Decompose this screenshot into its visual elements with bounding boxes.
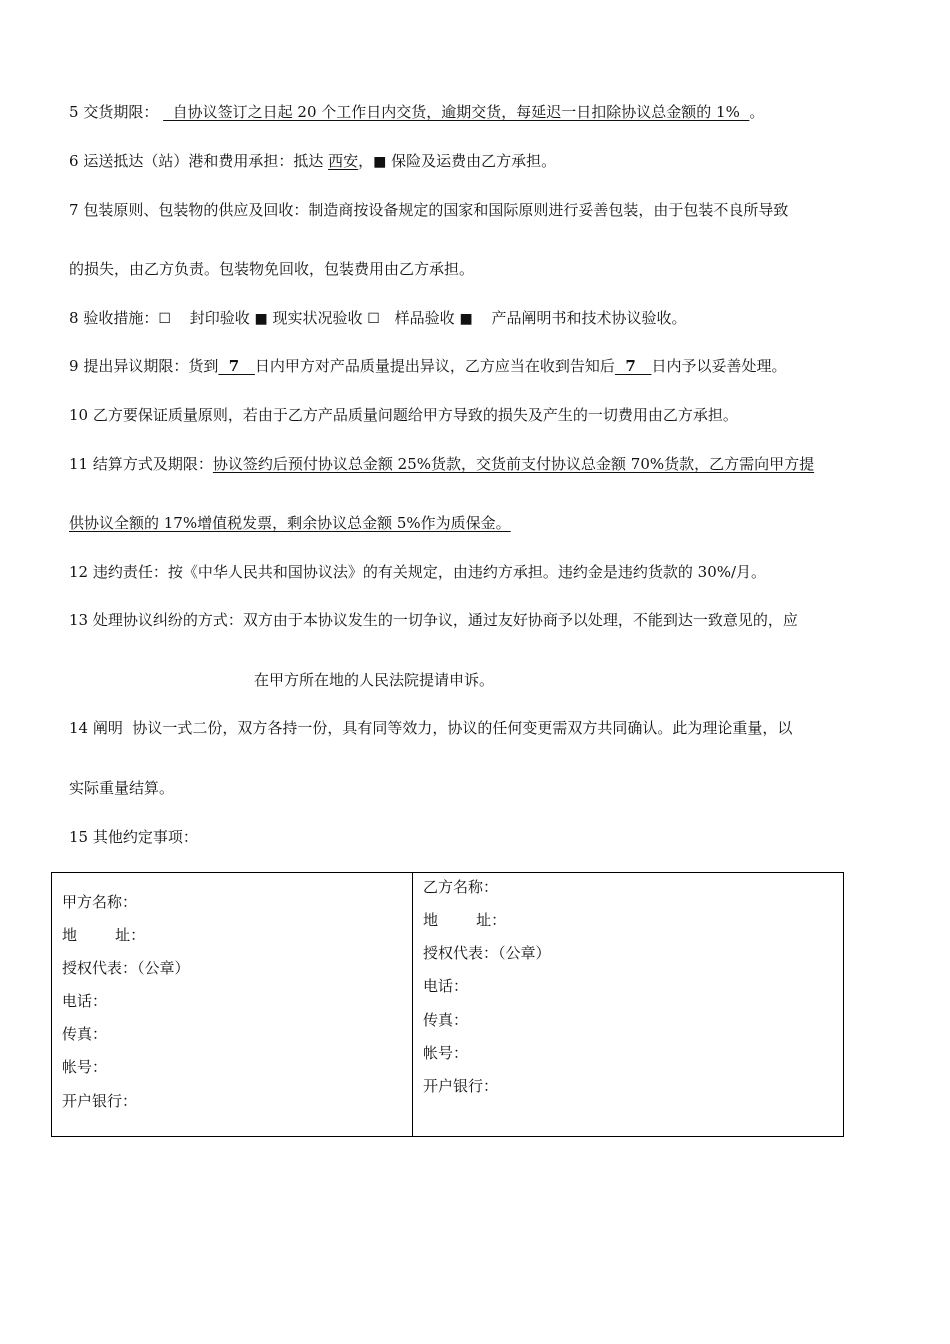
clause-number: 13 (69, 611, 89, 629)
unchecked-box-icon: ☐ (367, 311, 380, 327)
party-a-address-label: 地 址： (62, 926, 146, 944)
clause-tail: 。 (749, 103, 765, 121)
clause-11-line-1 (69, 454, 814, 474)
clause-text: 在甲方所在地的人民法院提请申诉。 (254, 671, 495, 689)
option-sample-inspection: 样品验收 (394, 309, 455, 327)
clause-8 (69, 308, 686, 329)
unchecked-box-icon: ☐ (158, 311, 171, 327)
clause-label: 结算方式及期限： (92, 455, 213, 473)
clause-15 (69, 827, 198, 847)
clause-5 (69, 102, 764, 122)
delivery-term-value: 自协议签订之日起 20 个工作日内交货，逾期交货，每延迟一日扣除协议总金额的 1% (163, 103, 750, 121)
clause-number: 8 (69, 309, 79, 327)
clause-10 (69, 405, 738, 425)
party-b-bank-label: 开户银行： (423, 1077, 499, 1095)
checked-box-icon: ■ (373, 154, 387, 170)
clause-text: 日内予以妥善处理。 (651, 357, 787, 375)
clause-number: 12 (69, 563, 89, 581)
party-a-bank-label: 开户银行： (62, 1092, 138, 1110)
clause-14-line-2 (69, 778, 174, 798)
clause-12 (69, 562, 766, 582)
party-a-fax-label: 传真： (62, 1025, 108, 1043)
clause-7-line-1 (69, 200, 788, 220)
party-a-column (52, 873, 413, 1136)
clause-11-line-2 (69, 513, 511, 533)
party-a-rep-label: 授权代表：（公章） (62, 959, 190, 977)
checked-box-icon: ■ (459, 311, 473, 327)
clause-text: 实际重量结算。 (69, 779, 175, 797)
clause-number: 14 (69, 719, 89, 737)
clause-number: 9 (69, 357, 79, 375)
party-b-rep-label: 授权代表：（公章） (423, 944, 551, 962)
option-actual-condition: 现实状况验收 (272, 309, 363, 327)
clause-number: 5 (69, 103, 79, 121)
option-manual-and-tech: 产品阐明书和技术协议验收。 (491, 309, 687, 327)
clause-number: 6 (69, 152, 79, 170)
settlement-terms: 供协议全额的 17%增值税发票，剩余协议总金额 5%作为质保金。 (69, 514, 511, 532)
clause-13-line-2 (254, 670, 494, 690)
signature-table (51, 872, 844, 1137)
clause-text: 乙方要保证质量原则，若由于乙方产品质量问题给甲方导致的损失及产生的一切费用由乙方承担。 (92, 406, 738, 424)
settlement-terms: 协议签约后预付协议总金额 25%货款，交货前支付协议总金额 70%货款，乙方需向甲方提 (212, 455, 815, 473)
days-value-1: 7 (218, 357, 255, 375)
checked-box-icon: ■ (254, 311, 268, 327)
clause-text: 处理协议纠纷的方式：双方由于本协议发生的一切争议，通过友好协商予以处理，不能到达一致意见的，应 (92, 611, 798, 629)
party-b-column (413, 873, 843, 1136)
clause-7-line-2 (69, 259, 474, 279)
clause-text: 包装原则、包装物的供应及回收：制造商按设备规定的国家和国际原则进行妥善包装，由于包装不良所导致 (83, 201, 789, 219)
party-b-name-label: 乙方名称： (423, 878, 499, 896)
clause-label: 运送抵达（站）港和费用承担：抵达 (83, 152, 324, 170)
clause-number: 11 (69, 455, 89, 473)
clause-14-line-1 (69, 718, 792, 738)
clause-label: 验收措施： (83, 309, 159, 327)
clause-text: 违约责任：按《中华人民共和国协议法》的有关规定，由违约方承担。违约金是违约货款的 30%/月。 (92, 563, 767, 581)
party-b-account-label: 帐号： (423, 1044, 469, 1062)
clause-text: 提出异议期限：货到 (83, 357, 219, 375)
clause-text: 日内甲方对产品质量提出异议，乙方应当在收到告知后 (254, 357, 615, 375)
clause-text: 阐明 协议一式二份，双方各持一份，具有同等效力，协议的任何变更需双方共同确认。此为理论重量，以 (92, 719, 793, 737)
clause-number: 7 (69, 201, 79, 219)
clause-number: 10 (69, 406, 89, 424)
clause-13-line-1 (69, 610, 798, 630)
party-b-phone-label: 电话： (423, 977, 469, 995)
clause-6 (69, 151, 556, 172)
clause-text: 15 其他约定事项： (69, 828, 198, 846)
clause-9 (69, 356, 787, 376)
party-a-account-label: 帐号： (62, 1058, 108, 1076)
option-seal-inspection: 封印验收 (189, 309, 250, 327)
destination-value: 西安 (328, 152, 359, 170)
party-a-name-label: 甲方名称： (62, 893, 138, 911)
party-b-address-label: 地 址： (423, 911, 507, 929)
clause-label: 交货期限： (83, 103, 159, 121)
separator: ， (358, 152, 374, 170)
days-value-2: 7 (614, 357, 652, 375)
party-b-fax-label: 传真： (423, 1011, 469, 1029)
clause-rest: 保险及运费由乙方承担。 (386, 152, 557, 170)
party-a-phone-label: 电话： (62, 992, 108, 1010)
clause-text: 的损失，由乙方负责。包装物免回收，包装费用由乙方承担。 (69, 260, 475, 278)
